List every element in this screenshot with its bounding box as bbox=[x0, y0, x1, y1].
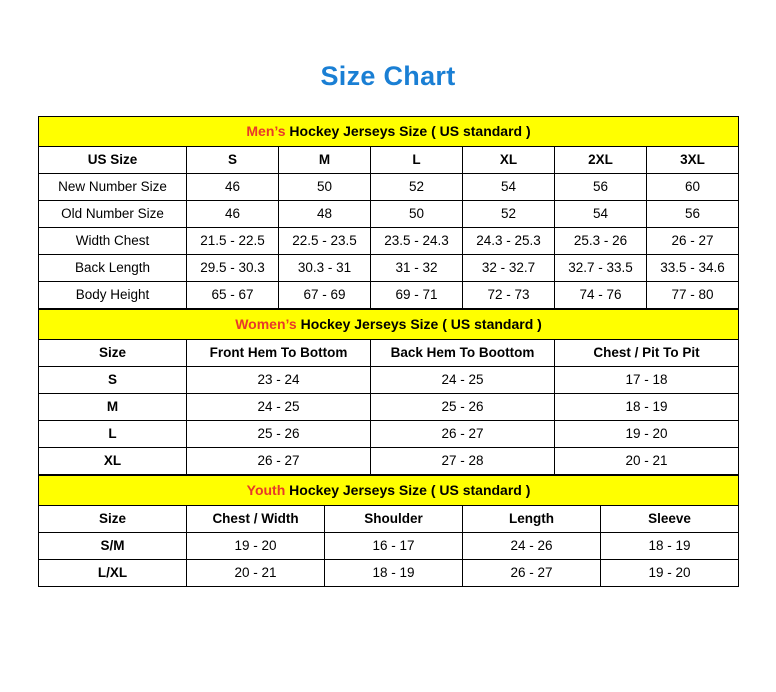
page-title: Size Chart bbox=[320, 61, 456, 91]
mens-header-cell: 2XL bbox=[555, 146, 647, 173]
cell: 54 bbox=[463, 173, 555, 200]
mens-header-cell: L bbox=[371, 146, 463, 173]
cell: 21.5 - 22.5 bbox=[187, 227, 279, 254]
cell: 52 bbox=[371, 173, 463, 200]
cell: 30.3 - 31 bbox=[279, 254, 371, 281]
womens-header-cell: Chest / Pit To Pit bbox=[555, 339, 739, 366]
cell: 65 - 67 bbox=[187, 281, 279, 308]
mens-banner-accent: Men’s bbox=[246, 123, 286, 140]
cell: 24 - 26 bbox=[463, 532, 601, 559]
cell: 26 - 27 bbox=[647, 227, 739, 254]
table-row bbox=[39, 173, 739, 200]
cell: 52 bbox=[463, 200, 555, 227]
cell: 26 - 27 bbox=[187, 447, 371, 474]
youth-header-row bbox=[39, 505, 739, 532]
youth-header-cell: Chest / Width bbox=[187, 505, 325, 532]
womens-banner-rest: Hockey Jerseys Size ( US standard ) bbox=[296, 316, 542, 333]
youth-size-table bbox=[38, 475, 739, 587]
womens-header-cell: Size bbox=[39, 339, 187, 366]
cell: 54 bbox=[555, 200, 647, 227]
row-label: L bbox=[39, 420, 187, 447]
mens-header-cell: XL bbox=[463, 146, 555, 173]
cell: 26 - 27 bbox=[463, 559, 601, 586]
cell: 46 bbox=[187, 200, 279, 227]
cell: 77 - 80 bbox=[647, 281, 739, 308]
cell: 67 - 69 bbox=[279, 281, 371, 308]
row-label: Back Length bbox=[39, 254, 187, 281]
mens-header-cell: US Size bbox=[39, 146, 187, 173]
table-row bbox=[39, 200, 739, 227]
womens-header-cell: Front Hem To Bottom bbox=[187, 339, 371, 366]
cell: 48 bbox=[279, 200, 371, 227]
womens-size-table bbox=[38, 309, 739, 475]
mens-banner-row bbox=[39, 116, 739, 146]
table-row bbox=[39, 366, 739, 393]
mens-header-cell: M bbox=[279, 146, 371, 173]
youth-banner-row bbox=[39, 475, 739, 505]
row-label: Body Height bbox=[39, 281, 187, 308]
womens-header-row bbox=[39, 339, 739, 366]
table-row bbox=[39, 559, 739, 586]
womens-banner-accent: Women’s bbox=[235, 316, 297, 333]
youth-header-cell: Shoulder bbox=[325, 505, 463, 532]
cell: 60 bbox=[647, 173, 739, 200]
cell: 74 - 76 bbox=[555, 281, 647, 308]
cell: 31 - 32 bbox=[371, 254, 463, 281]
table-row bbox=[39, 254, 739, 281]
cell: 19 - 20 bbox=[187, 532, 325, 559]
mens-size-table bbox=[38, 116, 739, 309]
cell: 33.5 - 34.6 bbox=[647, 254, 739, 281]
cell: 56 bbox=[647, 200, 739, 227]
cell: 32 - 32.7 bbox=[463, 254, 555, 281]
cell: 22.5 - 23.5 bbox=[279, 227, 371, 254]
cell: 25 - 26 bbox=[371, 393, 555, 420]
womens-banner-row bbox=[39, 309, 739, 339]
mens-header-cell: 3XL bbox=[647, 146, 739, 173]
cell: 46 bbox=[187, 173, 279, 200]
cell: 27 - 28 bbox=[371, 447, 555, 474]
mens-banner-rest: Hockey Jerseys Size ( US standard ) bbox=[285, 123, 531, 140]
table-row bbox=[39, 281, 739, 308]
cell: 50 bbox=[371, 200, 463, 227]
youth-header-cell: Sleeve bbox=[601, 505, 739, 532]
cell: 72 - 73 bbox=[463, 281, 555, 308]
cell: 69 - 71 bbox=[371, 281, 463, 308]
youth-banner bbox=[39, 475, 739, 505]
cell: 26 - 27 bbox=[371, 420, 555, 447]
youth-header-cell: Length bbox=[463, 505, 601, 532]
cell: 20 - 21 bbox=[555, 447, 739, 474]
womens-banner bbox=[39, 309, 739, 339]
cell: 32.7 - 33.5 bbox=[555, 254, 647, 281]
table-row bbox=[39, 393, 739, 420]
row-label: XL bbox=[39, 447, 187, 474]
mens-banner bbox=[39, 116, 739, 146]
cell: 23.5 - 24.3 bbox=[371, 227, 463, 254]
cell: 24 - 25 bbox=[371, 366, 555, 393]
table-row bbox=[39, 447, 739, 474]
cell: 18 - 19 bbox=[601, 532, 739, 559]
row-label: S/M bbox=[39, 532, 187, 559]
row-label: M bbox=[39, 393, 187, 420]
cell: 19 - 20 bbox=[555, 420, 739, 447]
tables-container bbox=[38, 116, 738, 587]
cell: 24.3 - 25.3 bbox=[463, 227, 555, 254]
cell: 20 - 21 bbox=[187, 559, 325, 586]
cell: 50 bbox=[279, 173, 371, 200]
mens-header-cell: S bbox=[187, 146, 279, 173]
row-label: New Number Size bbox=[39, 173, 187, 200]
mens-header-row bbox=[39, 146, 739, 173]
table-row bbox=[39, 227, 739, 254]
cell: 29.5 - 30.3 bbox=[187, 254, 279, 281]
cell: 23 - 24 bbox=[187, 366, 371, 393]
table-row bbox=[39, 420, 739, 447]
youth-banner-rest: Hockey Jerseys Size ( US standard ) bbox=[285, 482, 531, 499]
youth-banner-accent: Youth bbox=[246, 482, 286, 499]
womens-header-cell: Back Hem To Boottom bbox=[371, 339, 555, 366]
cell: 16 - 17 bbox=[325, 532, 463, 559]
cell: 25.3 - 26 bbox=[555, 227, 647, 254]
cell: 25 - 26 bbox=[187, 420, 371, 447]
table-row bbox=[39, 532, 739, 559]
cell: 17 - 18 bbox=[555, 366, 739, 393]
cell: 56 bbox=[555, 173, 647, 200]
row-label: Width Chest bbox=[39, 227, 187, 254]
cell: 18 - 19 bbox=[555, 393, 739, 420]
row-label: Old Number Size bbox=[39, 200, 187, 227]
cell: 19 - 20 bbox=[601, 559, 739, 586]
youth-header-cell: Size bbox=[39, 505, 187, 532]
cell: 18 - 19 bbox=[325, 559, 463, 586]
row-label: L/XL bbox=[39, 559, 187, 586]
cell: 24 - 25 bbox=[187, 393, 371, 420]
row-label: S bbox=[39, 366, 187, 393]
